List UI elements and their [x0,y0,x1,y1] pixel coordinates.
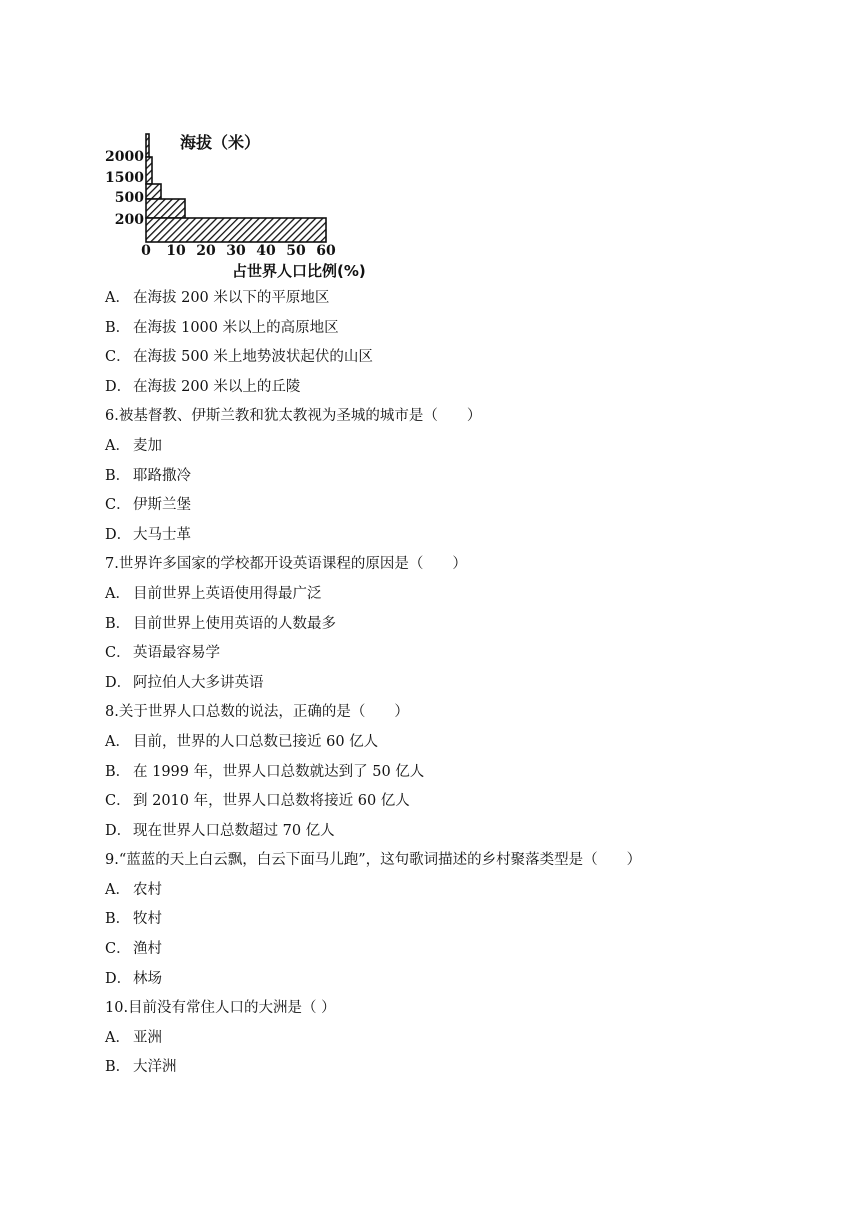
x-tick-label: 30 [226,243,246,259]
option-text: 林场 [133,970,162,987]
option-letter: A． [105,290,130,306]
answer-option [105,669,805,699]
chart-bar [146,134,149,157]
x-tick-label: 10 [166,243,186,259]
option-letter: A． [105,733,130,750]
question-stem: 8.关于世界人口总数的说法，正确的是（ ） [105,704,409,721]
option-text: 亚洲 [133,1029,162,1046]
x-tick-label: 20 [196,243,216,259]
option-letter: B． [105,763,131,780]
question-stem: 9.“蓝蓝的天上白云飘，白云下面马儿跑”，这句歌词描述的乡村聚落类型是（ ） [105,852,642,869]
answer-option [105,343,805,373]
option-letter: C． [105,349,131,366]
option-text: 牧村 [133,911,162,928]
option-letter: D． [105,970,132,987]
answer-option [105,758,805,788]
question-stem: 6.被基督教、伊斯兰教和犹太教视为圣城的城市是（ ） [105,408,482,425]
option-text: 大马士革 [133,526,191,543]
option-letter: D． [105,378,132,395]
chart-title: 海拔（米） [180,133,261,152]
option-text: 目前世界上英语使用得最广泛 [133,585,322,602]
option-text: 到 2010 年，世界人口总数将接近 60 亿人 [133,793,410,810]
option-text: 大洋洲 [133,1059,177,1076]
chart-bar [146,199,185,218]
option-letter: A． [105,881,130,898]
option-text: 在海拔 200 米以下的平原地区 [133,290,330,306]
answer-option [105,610,805,640]
option-text: 渔村 [133,941,162,958]
x-tick-label: 60 [316,243,336,259]
chart-bar [146,184,161,199]
option-text: 农村 [133,881,162,898]
option-letter: C． [105,793,131,810]
y-tick-label: 2000 [105,149,144,165]
option-letter: A． [105,1029,130,1046]
question-list [105,284,805,1083]
answer-option [105,462,805,492]
option-text: 伊斯兰堡 [133,497,191,514]
option-letter: C． [105,645,131,662]
answer-option [105,432,805,462]
option-letter: D． [105,674,132,691]
option-text: 在 1999 年，世界人口总数就达到了 50 亿人 [133,763,425,780]
y-tick-label: 200 [114,212,144,228]
answer-option [105,965,805,995]
question-stem: 7.世界许多国家的学校都开设英语课程的原因是（ ） [105,556,467,573]
option-text: 目前世界上使用英语的人数最多 [133,615,336,632]
chart-bar [146,218,326,242]
option-letter: B． [105,911,131,928]
option-letter: A． [105,585,130,602]
answer-option [105,817,805,847]
option-letter: B． [105,467,131,484]
option-letter: D． [105,526,132,543]
answer-option [105,314,805,344]
altitude-population-chart [100,122,400,282]
x-tick-label: 0 [141,243,151,259]
option-text: 阿拉伯人大多讲英语 [133,674,264,691]
option-letter: B． [105,319,131,336]
option-text: 在海拔 200 米以上的丘陵 [133,378,301,395]
answer-option [105,639,805,669]
x-axis-label: 占世界人口比例(%) [232,262,366,280]
option-text: 麦加 [133,437,162,454]
option-text: 现在世界人口总数超过 70 亿人 [133,822,335,839]
option-letter: C． [105,497,131,514]
answer-option [105,1024,805,1054]
y-tick-label: 500 [114,190,144,206]
option-text: 在海拔 500 米上地势波状起伏的山区 [133,349,373,366]
answer-option [105,935,805,965]
option-text: 耶路撒冷 [133,467,191,484]
answer-option [105,521,805,551]
chart-bar [146,157,152,184]
answer-option [105,1053,805,1083]
option-text: 英语最容易学 [133,645,220,662]
answer-option [105,284,805,314]
x-tick-label: 40 [256,243,276,259]
option-text: 在海拔 1000 米以上的高原地区 [133,319,339,336]
option-letter: D． [105,822,132,839]
answer-option [105,876,805,906]
option-letter: B． [105,1059,131,1076]
answer-option [105,728,805,758]
answer-option [105,491,805,521]
answer-option [105,580,805,610]
option-letter: C． [105,941,131,958]
question-stem: 10.目前没有常住人口的大洲是（ ） [105,1000,336,1017]
x-tick-label: 50 [286,243,306,259]
answer-option [105,905,805,935]
y-tick-label: 1500 [105,170,144,186]
answer-option [105,373,805,403]
option-letter: A． [105,437,130,454]
answer-option [105,787,805,817]
option-text: 目前，世界的人口总数已接近 60 亿人 [133,733,379,750]
option-letter: B． [105,615,131,632]
